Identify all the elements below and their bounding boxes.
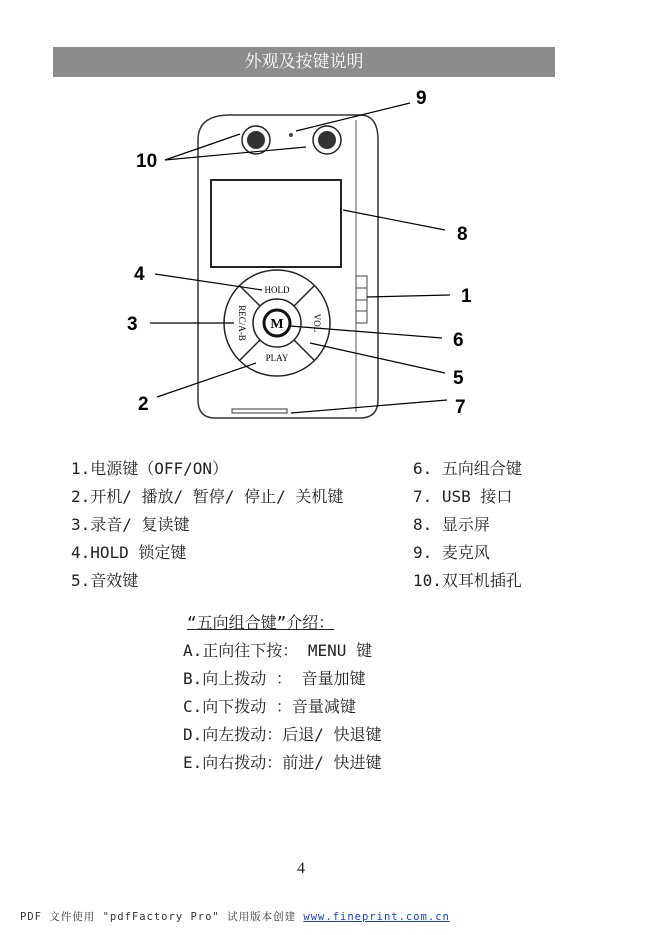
list-item: A.正向往下按： MENU 键 bbox=[183, 641, 373, 660]
microphone-hole bbox=[289, 133, 293, 137]
list-item: 2.开机/ 播放/ 暂停/ 停止/ 关机键 bbox=[71, 487, 344, 506]
callout-8: 8 bbox=[457, 224, 468, 245]
center-button-label: M bbox=[270, 317, 284, 332]
callout-7: 7 bbox=[455, 397, 466, 418]
list-item: C.向下拨动 ：音量减键 bbox=[183, 697, 356, 716]
display-screen bbox=[211, 180, 341, 267]
callout-4: 4 bbox=[134, 264, 145, 285]
five-way-section bbox=[183, 609, 382, 777]
list-item: 8. 显示屏 bbox=[413, 515, 490, 534]
callout-2: 2 bbox=[138, 394, 149, 415]
callout-5: 5 bbox=[453, 368, 464, 389]
footer-link[interactable]: www.fineprint.com.cn bbox=[303, 911, 450, 923]
list-item: 9. 麦克风 bbox=[413, 543, 490, 562]
list-item: 1.电源键（OFF/ON） bbox=[71, 459, 229, 478]
list-item: 6. 五向组合键 bbox=[413, 459, 522, 478]
callout-6: 6 bbox=[453, 330, 464, 351]
usb-port bbox=[232, 409, 287, 413]
parts-list-right bbox=[413, 455, 522, 595]
list-item: 5.音效键 bbox=[71, 571, 139, 590]
vol-button-label: VOL bbox=[312, 313, 322, 333]
hold-button-label: HOLD bbox=[264, 285, 290, 295]
callout-3: 3 bbox=[127, 314, 138, 335]
footer-text: PDF 文件使用 "pdfFactory Pro" 试用版本创建 bbox=[20, 911, 304, 923]
list-item: 3.录音/ 复读键 bbox=[71, 515, 190, 534]
callout-10: 10 bbox=[136, 151, 158, 172]
play-button-label: PLAY bbox=[265, 353, 289, 363]
list-item: B.向上拨动 ： 音量加键 bbox=[183, 669, 366, 688]
page-number: 4 bbox=[297, 860, 305, 877]
footer bbox=[20, 909, 450, 924]
list-item: E.向右拨动：前进/ 快进键 bbox=[183, 753, 382, 772]
list-item: 7. USB 接口 bbox=[413, 487, 513, 506]
five-way-heading: “五向组合键”介绍： bbox=[187, 613, 335, 632]
device-diagram bbox=[0, 80, 662, 425]
list-item: D.向左拨动：后退/ 快退键 bbox=[183, 725, 382, 744]
parts-list-left bbox=[71, 455, 343, 595]
section-title: 外观及按键说明 bbox=[53, 47, 555, 77]
rec-button-label: REC/A-B bbox=[237, 305, 247, 341]
callout-1: 1 bbox=[461, 286, 472, 307]
callout-9: 9 bbox=[416, 88, 427, 109]
list-item: 4.HOLD 锁定键 bbox=[71, 543, 187, 562]
list-item: 10.双耳机插孔 bbox=[413, 571, 522, 590]
